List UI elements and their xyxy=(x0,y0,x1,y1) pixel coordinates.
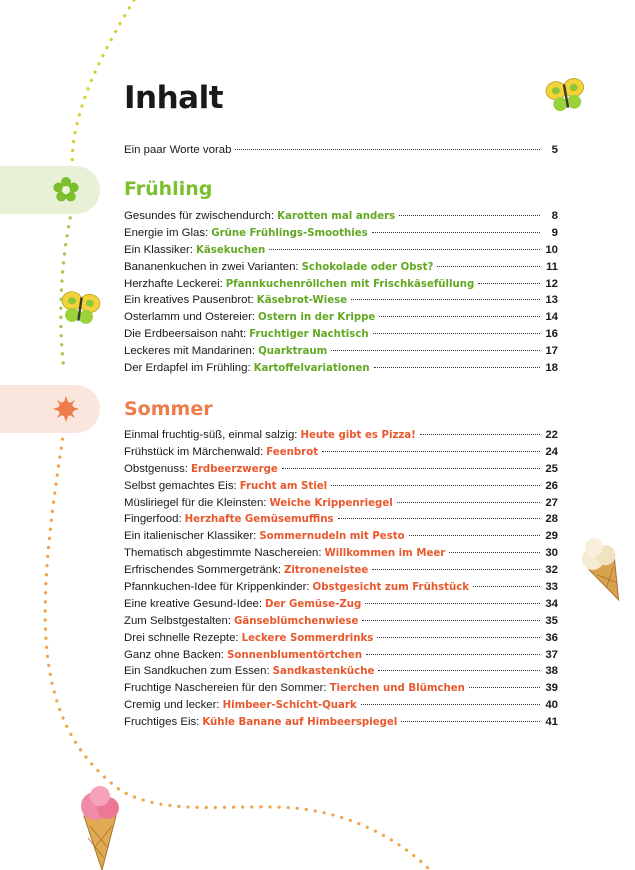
toc-entry[interactable] xyxy=(124,649,558,666)
leader-dots xyxy=(449,552,540,553)
entry-recipe: Käsebrot-Wiese xyxy=(256,295,348,307)
entry-recipe: Sandkastenküche xyxy=(272,666,375,678)
entry-recipe: Zitroneneistee xyxy=(284,565,369,577)
entry-page: 17 xyxy=(545,345,558,358)
entry-page: 14 xyxy=(545,311,558,324)
entry-page: 16 xyxy=(545,328,558,341)
toc-entry[interactable] xyxy=(124,328,558,345)
entry-page: 36 xyxy=(545,631,558,644)
butterfly-icon xyxy=(545,77,588,113)
entry-recipe: Gänseblümchenwiese xyxy=(234,615,359,627)
entry-page: 33 xyxy=(545,581,558,594)
entry-recipe: Leckere Sommerdrinks xyxy=(241,632,374,644)
entry-label: Eine kreative Gesund-Idee: xyxy=(124,597,263,610)
leader-dots xyxy=(362,620,540,621)
toc-entry[interactable] xyxy=(124,480,558,497)
toc-entry[interactable] xyxy=(124,665,558,682)
toc-entry[interactable] xyxy=(124,615,558,632)
dotted-path-green xyxy=(61,200,74,370)
leader-dots xyxy=(331,485,540,486)
entry-label: Thematisch abgestimmte Naschereien: xyxy=(124,547,322,560)
toc-spring-list xyxy=(124,210,558,379)
leader-dots xyxy=(338,518,540,519)
toc-entry[interactable] xyxy=(124,598,558,615)
leader-dots xyxy=(397,502,540,503)
entry-page: 9 xyxy=(551,226,558,239)
toc-entry[interactable] xyxy=(124,564,558,581)
entry-page: 26 xyxy=(545,479,558,492)
entry-recipe: Weiche Krippenriegel xyxy=(269,497,393,509)
entry-page: 27 xyxy=(545,496,558,509)
toc-entry[interactable] xyxy=(124,144,558,161)
entry-recipe: Erdbeerzwerge xyxy=(190,463,278,475)
leader-dots xyxy=(409,535,540,536)
ice-cream-icon xyxy=(81,786,119,870)
entry-label: Energie im Glas: xyxy=(124,226,209,239)
leader-dots xyxy=(282,468,540,469)
entry-label: Cremig und lecker: xyxy=(124,699,220,712)
leader-dots xyxy=(437,266,540,267)
page-title: Inhalt xyxy=(124,80,224,116)
toc-entry[interactable] xyxy=(124,278,558,295)
toc-entry[interactable] xyxy=(124,547,558,564)
entry-label: Gesundes für zwischendurch: xyxy=(124,210,275,222)
section-tab-spring xyxy=(0,166,100,214)
toc-entry[interactable] xyxy=(124,716,558,733)
entry-label: Ganz ohne Backen: xyxy=(124,648,225,661)
entry-recipe: Fruchtiger Nachtisch xyxy=(249,329,369,341)
entry-recipe: Feenbrot xyxy=(266,446,319,458)
section-heading-summer: Sommer xyxy=(124,398,213,420)
entry-page: 38 xyxy=(545,665,558,678)
entry-recipe: Ostern in der Krippe xyxy=(258,312,376,324)
entry-recipe: Grüne Frühlings-Smoothies xyxy=(211,227,368,239)
entry-page: 39 xyxy=(545,682,558,695)
leader-dots xyxy=(399,215,540,216)
entry-recipe: Herzhafte Gemüsemuffins xyxy=(184,514,334,526)
toc-entry[interactable] xyxy=(124,513,558,530)
entry-page: 37 xyxy=(545,648,558,661)
toc-entry[interactable] xyxy=(124,227,558,244)
toc-entry[interactable] xyxy=(124,699,558,716)
toc-entry[interactable] xyxy=(124,429,558,446)
leader-dots xyxy=(361,704,540,705)
entry-recipe: Willkommen im Meer xyxy=(324,548,446,560)
entry-page: 8 xyxy=(551,210,558,222)
leader-dots xyxy=(420,434,540,435)
butterfly-icon xyxy=(59,291,101,326)
entry-label: Leckeres mit Mandarinen: xyxy=(124,345,256,358)
entry-label: Ein italienischer Klassiker: xyxy=(124,530,257,543)
leader-dots xyxy=(377,637,540,638)
toc-entry[interactable] xyxy=(124,463,558,480)
entry-recipe: Schokolade oder Obst? xyxy=(301,261,434,273)
leader-dots xyxy=(269,249,540,250)
entry-label: Fingerfood: xyxy=(124,513,182,526)
entry-page: 29 xyxy=(545,530,558,543)
leader-dots xyxy=(372,569,540,570)
entry-page: 13 xyxy=(545,294,558,307)
toc-entry[interactable] xyxy=(124,632,558,649)
entry-label: Herzhafte Leckerei: xyxy=(124,277,223,290)
entry-label: Müsliriegel für die Kleinsten: xyxy=(124,496,267,509)
entry-page: 11 xyxy=(545,260,558,273)
entry-recipe: Sonnenblumentörtchen xyxy=(227,649,363,661)
leader-dots xyxy=(365,603,540,604)
entry-recipe: Himbeer-Schicht-Quark xyxy=(222,700,357,712)
toc-summer-list xyxy=(124,429,558,733)
section-tab-summer xyxy=(0,385,100,433)
entry-page: 25 xyxy=(545,462,558,475)
entry-label: Osterlamm und Ostereier: xyxy=(124,311,256,324)
entry-label: Bananenkuchen in zwei Varianten: xyxy=(124,260,299,273)
entry-recipe: Käsekuchen xyxy=(196,244,266,256)
entry-label: Pfannkuchen-Idee für Krippenkinder: xyxy=(124,581,310,594)
entry-page: 5 xyxy=(551,144,558,156)
entry-recipe: Obstgesicht zum Frühstück xyxy=(312,582,470,594)
entry-label: Selbst gemachtes Eis: xyxy=(124,479,237,492)
entry-label: Einmal fruchtig-süß, einmal salzig: xyxy=(124,429,298,441)
entry-recipe: Kartoffelvariationen xyxy=(253,363,370,375)
toc-entry[interactable] xyxy=(124,446,558,463)
entry-page: 32 xyxy=(545,564,558,577)
entry-recipe: Tierchen und Blümchen xyxy=(329,683,465,695)
leader-dots xyxy=(331,350,540,351)
leader-dots xyxy=(478,283,540,284)
leader-dots xyxy=(473,586,540,587)
leader-dots xyxy=(469,687,540,688)
entry-recipe: Der Gemüse-Zug xyxy=(265,598,362,610)
entry-page: 40 xyxy=(545,699,558,712)
toc-entry[interactable] xyxy=(124,210,558,227)
entry-page: 18 xyxy=(545,362,558,375)
entry-page: 41 xyxy=(545,716,558,729)
toc-entry[interactable] xyxy=(124,311,558,328)
toc-entry[interactable] xyxy=(124,362,558,379)
toc-entry[interactable] xyxy=(124,497,558,514)
toc-entry[interactable] xyxy=(124,244,558,261)
leader-dots xyxy=(366,654,540,655)
entry-recipe: Quarktraum xyxy=(258,346,328,358)
entry-recipe: Karotten mal anders xyxy=(277,211,396,222)
entry-page: 30 xyxy=(545,547,558,560)
sun-icon xyxy=(52,395,80,423)
entry-recipe: Heute gibt es Pizza! xyxy=(300,430,416,441)
entry-recipe: Kühle Banane auf Himbeerspiegel xyxy=(202,717,398,729)
entry-page: 22 xyxy=(545,429,558,441)
entry-recipe: Pfannkuchenröllchen mit Frischkäsefüllung xyxy=(225,278,475,290)
toc-entry[interactable] xyxy=(124,261,558,278)
ice-cream-icon xyxy=(575,532,634,607)
entry-label: Ein kreatives Pausenbrot: xyxy=(124,294,254,307)
entry-label: Frühstück im Märchenwald: xyxy=(124,445,264,458)
toc-entry[interactable] xyxy=(124,581,558,598)
entry-page: 35 xyxy=(545,614,558,627)
section-heading-spring: Frühling xyxy=(124,178,213,200)
entry-label: Die Erdbeersaison naht: xyxy=(124,328,247,341)
leader-dots xyxy=(322,451,540,452)
flower-icon xyxy=(52,176,80,204)
entry-page: 12 xyxy=(545,277,558,290)
entry-label: Ein Sandkuchen zum Essen: xyxy=(124,665,270,678)
entry-page: 24 xyxy=(545,445,558,458)
toc-entry[interactable] xyxy=(124,294,558,311)
leader-dots xyxy=(351,299,540,300)
toc-entry[interactable] xyxy=(124,530,558,547)
entry-page: 34 xyxy=(545,597,558,610)
entry-page: 28 xyxy=(545,513,558,526)
entry-label: Fruchtiges Eis: xyxy=(124,716,200,729)
leader-dots xyxy=(373,333,540,334)
entry-label: Erfrischendes Sommergetränk: xyxy=(124,564,281,577)
entry-label: Zum Selbstgestalten: xyxy=(124,614,231,627)
leader-dots xyxy=(379,316,540,317)
entry-label: Drei schnelle Rezepte: xyxy=(124,631,239,644)
entry-label: Ein Klassiker: xyxy=(124,243,194,256)
entry-recipe: Frucht am Stiel xyxy=(239,480,328,492)
entry-label: Ein paar Worte vorab xyxy=(124,144,232,156)
leader-dots xyxy=(378,670,540,671)
entry-recipe: Sommernudeln mit Pesto xyxy=(259,531,405,543)
leader-dots xyxy=(372,232,540,233)
entry-label: Fruchtige Naschereien für den Sommer: xyxy=(124,682,327,695)
leader-dots xyxy=(235,149,540,150)
leader-dots xyxy=(374,367,540,368)
entry-label: Der Erdapfel im Frühling: xyxy=(124,362,251,375)
toc-intro xyxy=(124,144,558,161)
entry-page: 10 xyxy=(545,243,558,256)
entry-label: Obstgenuss: xyxy=(124,462,188,475)
leader-dots xyxy=(401,721,540,722)
toc-entry[interactable] xyxy=(124,682,558,699)
toc-entry[interactable] xyxy=(124,345,558,362)
